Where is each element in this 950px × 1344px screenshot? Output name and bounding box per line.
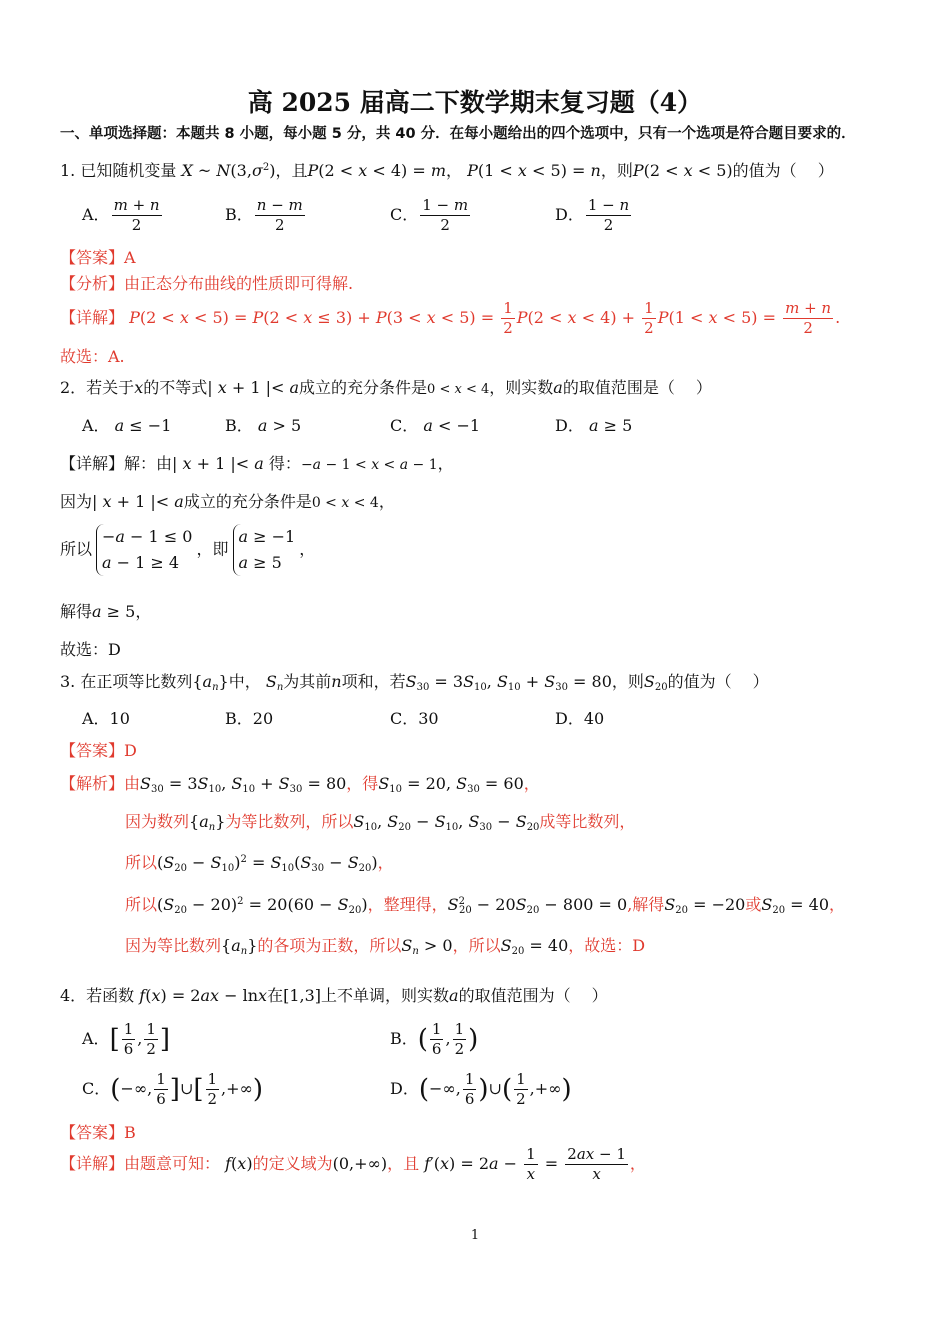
q2-conclusion: 故选：D bbox=[60, 640, 121, 659]
section-heading: 一、单项选择题：本题共 8 小题，每小题 5 分，共 40 分．在每小题给出的四个选项中，只有一个选项是符合题目要求的． bbox=[60, 126, 856, 142]
q3-option-d: D．40 bbox=[555, 709, 605, 728]
q1-option-a: A． $\frac{m + n}{2}$ bbox=[82, 196, 160, 234]
q2-option-c: C． a < −1 bbox=[390, 416, 481, 435]
q3-analysis-3: 所以$(S_{20} - S_{10})^2 = S_{10}(S_{30} - S_{20})$， bbox=[125, 853, 394, 874]
q2-option-b: B． a > 5 bbox=[225, 416, 302, 435]
q2-detail-2: 因为| x + 1 |< a成立的充分条件是0 < x < 4， bbox=[60, 492, 395, 511]
q1-analysis: 【分析】由正态分布曲线的性质即可得解. bbox=[60, 274, 354, 293]
q4-option-b: B．( $\frac{1}{6}$ , $\frac{1}{2}$ ) bbox=[390, 1020, 479, 1058]
q3-option-c: C．30 bbox=[390, 709, 439, 728]
q3-analysis-1: 【解析】由$S_{30} = 3S_{10}$, $S_{10} + S_{30} = 80$，得$S_{10} = 20$, $S_{30} = 60$， bbox=[60, 774, 540, 795]
q3-answer: 【答案】D bbox=[60, 741, 137, 760]
q4-stem: 4．若函数 f(x) = 2ax − lnx在[1,3]上不单调，则实数a的取值范围为（ ） bbox=[60, 986, 608, 1005]
q2-stem: 2．若关于x的不等式| x + 1 |< a成立的充分条件是0 < x < 4，则实数a的取值范围是（ ） bbox=[60, 378, 712, 397]
page-number: 1 bbox=[470, 1228, 480, 1243]
q2-option-d: D． a ≥ 5 bbox=[555, 416, 633, 435]
page-title: 高 2025 届高二下数学期末复习题（4） bbox=[247, 88, 703, 117]
q1-option-d: D． $\frac{1 - n}{2}$ bbox=[555, 196, 630, 234]
q3-analysis-4: 所以$(S_{20} - 20)^2 = 20(60 - S_{20})$，整理得，$S^2_{20} - 20S_{20} - 800 = 0$,解得$S_{20} = -20$或$S_{20} = 40$， bbox=[125, 895, 846, 916]
q3-option-a: A．10 bbox=[82, 709, 130, 728]
q1-option-c: C． $\frac{1 - m}{2}$ bbox=[390, 196, 469, 234]
q1-conclusion: 故选：A. bbox=[60, 347, 125, 366]
q4-option-c: C．(−∞, $\frac{1}{6}$ ]∪[ $\frac{1}{2}$ ,+∞) bbox=[82, 1070, 264, 1108]
q4-option-d: D．(−∞, $\frac{1}{6}$ )∪( $\frac{1}{2}$ ,+∞) bbox=[390, 1070, 572, 1108]
q2-option-a: A． a ≤ −1 bbox=[82, 416, 172, 435]
q2-detail-4: 解得a ≥ 5， bbox=[60, 602, 152, 621]
q2-detail-3: 所以−a − 1 ≤ 0 a − 1 ≥ 4，即a ≥ −1 a ≥ 5， bbox=[60, 524, 315, 576]
q3-option-b: B．20 bbox=[225, 709, 274, 728]
q4-answer: 【答案】B bbox=[60, 1123, 136, 1142]
q1-option-b: B． $\frac{n - m}{2}$ bbox=[225, 196, 303, 234]
q3-stem: 3. 在正项等比数列$\{a_n\}$中， $S_n$为其前n项和，若$S_{30} = 3S_{10}$, $S_{10} + S_{30} = 80$，则$S_{20}$的值为（ ） bbox=[60, 672, 769, 693]
q3-analysis-5: 因为等比数列$\{a_n\}$的各项为正数，所以$S_n > 0$，所以$S_{20} = 40$，故选：D bbox=[125, 936, 646, 957]
q4-detail: 【详解】由题意可知： f(x)的定义域为(0,+∞)，且 f′(x) = 2a − $\frac{1}{x}$ = $\frac{2ax - 1}{x}$ ， bbox=[60, 1145, 646, 1183]
q3-analysis-2: 因为数列$\{a_n\}$为等比数列，所以$S_{10}$, $S_{20} - S_{10}$, $S_{30} - S_{20}$成等比数列， bbox=[125, 812, 636, 833]
q1-detail: 【详解】 P(2 < x < 5) = P(2 < x ≤ 3) + P(3 < x < 5) = $\frac{1}{2}$ P(2 < x < 4) + $\frac{1}{2}$ P(1 < x < 5) = $\frac{m + n}{2}$ . bbox=[60, 299, 841, 337]
q1-answer: 【答案】A bbox=[60, 248, 136, 267]
q1-stem: 1. 已知随机变量 X ~ $N(3,\sigma^2)$，且P(2 < x < 4) = m， P(1 < x < 5) = n，则P(2 < x < 5)的值为（ ） bbox=[60, 161, 834, 180]
q4-option-a: A．[ $\frac{1}{6}$ , $\frac{1}{2}$ ] bbox=[82, 1020, 171, 1058]
q2-detail-1: 【详解】解：由| x + 1 |< a 得：−a − 1 < x < a − 1， bbox=[60, 454, 454, 473]
